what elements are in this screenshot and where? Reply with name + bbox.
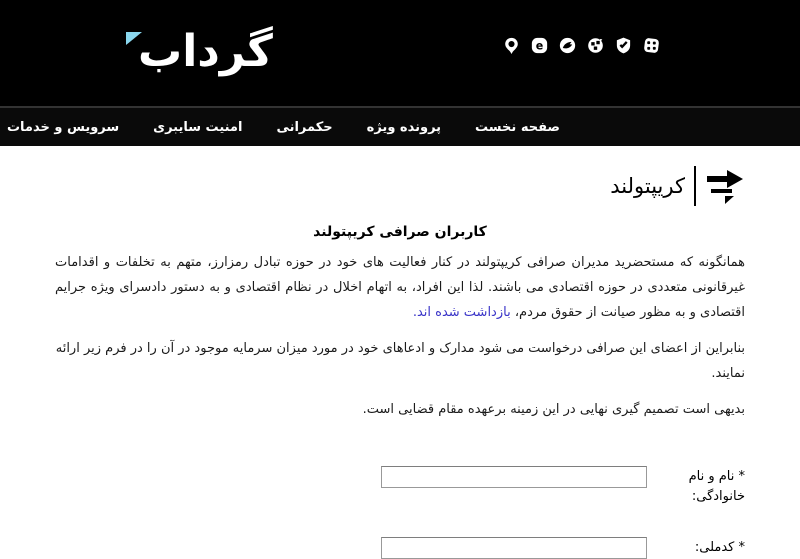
nav-item-special-case[interactable]: پرونده ویژه [366, 119, 442, 135]
form-row-national-id [55, 537, 745, 559]
nav-item-cyber-security[interactable]: امنیت سایبری [153, 119, 243, 135]
paragraph-1 [55, 250, 745, 325]
fullname-input[interactable] [381, 466, 647, 488]
paragraph-1-text: همانگونه که مستحضرید مدیران صرافی کریپتولند در کنار فعالیت های خود در حوزه تبادل رمزارز، متهم به تخلفات و اقدامات غیرقانونی متعددی در حوزه اقتصادی می باشند. لذا این افراد، به اتهام اخلال در نظام اقتصادی و به دستور دادسرای ویژه جرایم اقتصادی و به مظور صیانت از حقوق مردم، [55, 255, 745, 320]
form-row-fullname [55, 466, 745, 507]
gerdab-logo[interactable] [126, 16, 273, 88]
paragraph-3: بدیهی است تصمیم گیری نهایی در این زمینه برعهده مقام قضایی است. [362, 402, 745, 417]
content-area [55, 166, 745, 559]
cryptoland-swap-arrows-icon [705, 168, 745, 204]
claim-form [55, 466, 745, 559]
page-title: کریپتولند [610, 174, 685, 198]
igap-sphere-icon[interactable] [587, 37, 604, 54]
main-nav [0, 106, 800, 146]
pin-messenger-icon[interactable] [503, 37, 520, 54]
national-id-label: * کدملی: [694, 540, 745, 555]
gerdab-logo-text: گرداب [138, 26, 273, 77]
site-header [0, 0, 800, 106]
paragraph-2: بنابراین از اعضای این صرافی درخواست می شود مدارک و ادعاهای خود در مورد میزان سرمایه موجود در آن را در فرم زیر ارائه نمایند. [55, 341, 745, 381]
check-badge-icon[interactable] [615, 37, 632, 54]
nav-item-services[interactable]: سرویس و خدمات [6, 119, 120, 135]
soroush-bird-icon[interactable] [559, 37, 576, 54]
eitaa-icon[interactable] [531, 37, 548, 54]
article-heading: کاربران صرافی کریپتولند [313, 224, 487, 240]
rubika-grid-icon[interactable] [643, 37, 660, 54]
fullname-label: * نام و نام خانوادگی: [688, 469, 745, 504]
nav-item-home[interactable]: صفحه نخست [475, 119, 560, 135]
arrested-link[interactable]: بازداشت شده اند. [412, 305, 511, 320]
social-icons-row [503, 37, 660, 54]
nav-item-governance[interactable]: حکمرانی [276, 119, 333, 135]
page-title-block [55, 166, 745, 206]
eitaa-letter: e [535, 39, 544, 53]
title-divider [694, 166, 696, 206]
national-id-input[interactable] [381, 537, 647, 559]
